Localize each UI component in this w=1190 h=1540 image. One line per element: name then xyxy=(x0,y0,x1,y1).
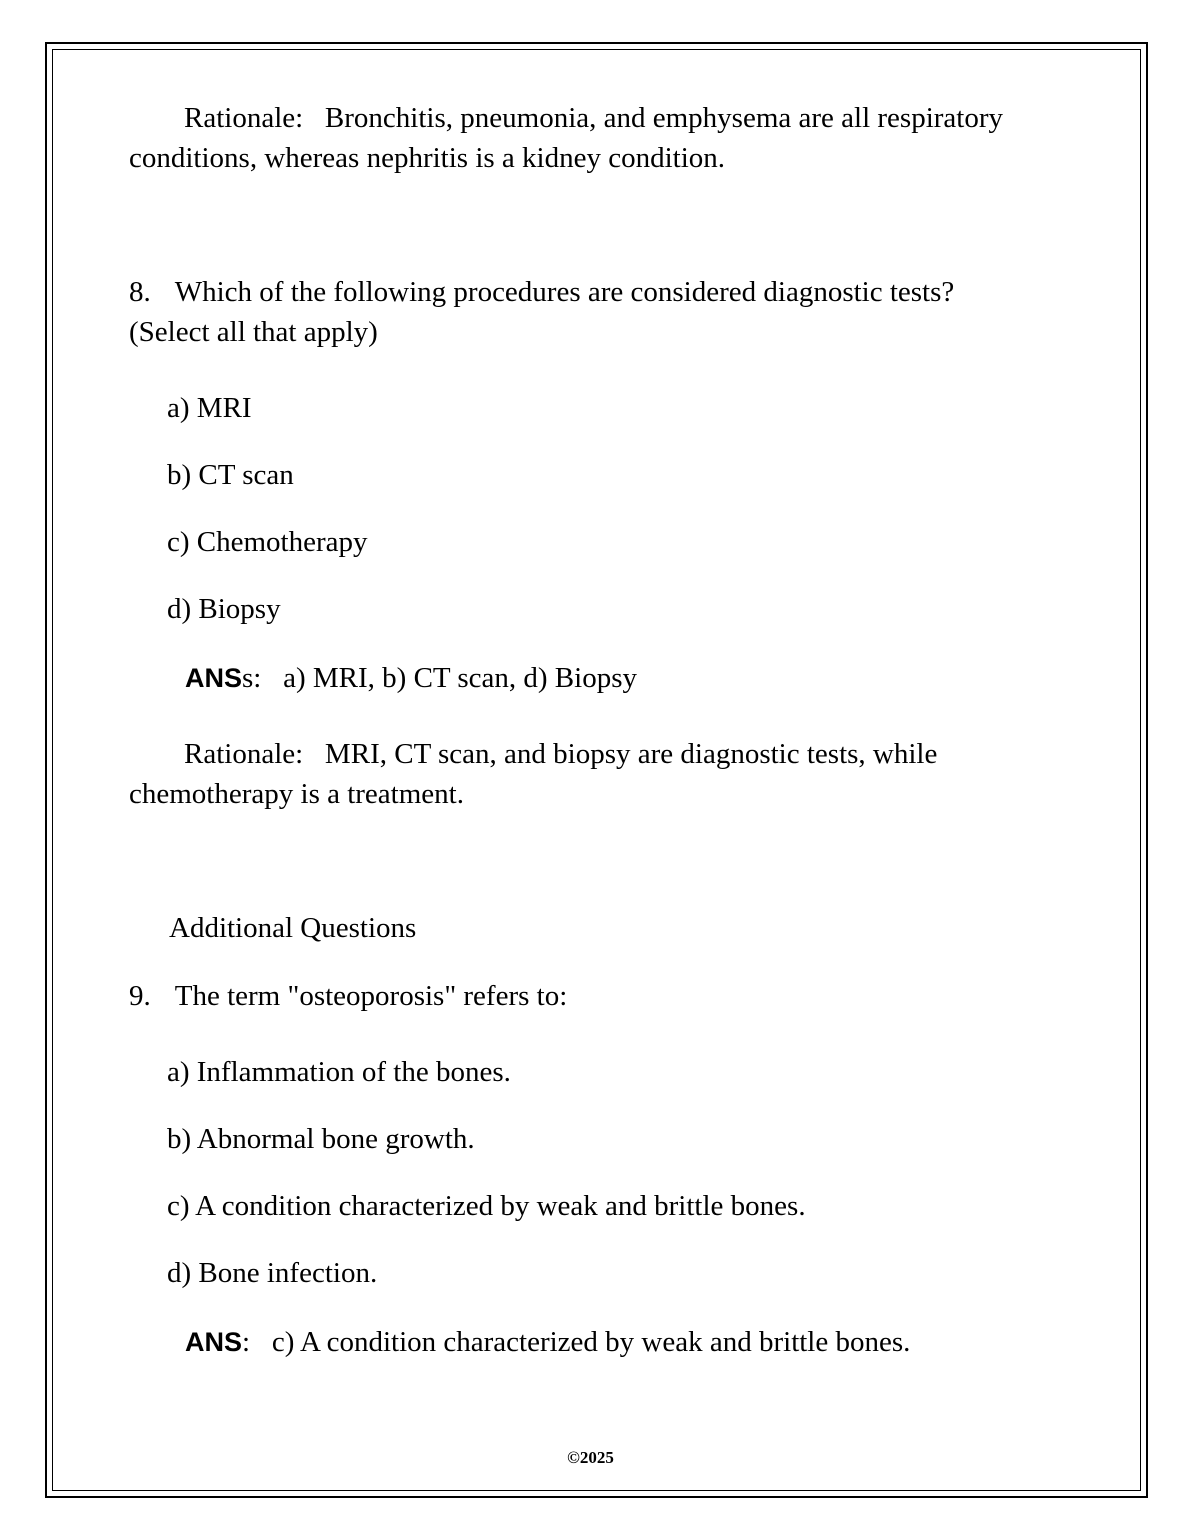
question-9 xyxy=(129,976,1052,1016)
question-9-option-d: d) Bone infection. xyxy=(167,1257,378,1290)
question-9-answer-text: : c) A condition characterized by weak and brittle bones. xyxy=(242,1326,911,1359)
copyright-footer: ©2025 xyxy=(567,1448,614,1467)
question-8-rationale: Rationale: MRI, CT scan, and biopsy are diagnostic tests, while chemotherapy is a treatment. xyxy=(129,738,945,811)
question-8-option-d: d) Biopsy xyxy=(167,593,281,626)
question-8-option-a: a) MRI xyxy=(167,392,252,425)
question-9-text: The term "osteoporosis" refers to: xyxy=(174,980,568,1013)
question-8-text: Which of the following procedures are considered diagnostic tests? (Select all that apply) xyxy=(129,276,977,349)
question-8 xyxy=(129,272,1052,352)
question-9-number: 9. xyxy=(129,980,151,1013)
section-heading-additional-questions: Additional Questions xyxy=(169,912,417,945)
question-8-answer-text: s: a) MRI, b) CT scan, d) Biopsy xyxy=(242,662,637,695)
answer-label: ANS xyxy=(185,663,243,694)
page-border-inner xyxy=(52,49,1141,1491)
question-8-answer xyxy=(129,658,1052,698)
question-9-option-c: c) A condition characterized by weak and brittle bones. xyxy=(167,1190,806,1223)
page-border-outer xyxy=(45,42,1148,1498)
question-8-option-c: c) Chemotherapy xyxy=(167,526,368,559)
question-9-option-b: b) Abnormal bone growth. xyxy=(167,1123,475,1156)
question-8-option-b: b) CT scan xyxy=(167,459,294,492)
rationale-previous-question: Rationale: Bronchitis, pneumonia, and emphysema are all respiratory conditions, whereas nephritis is a kidney condition. xyxy=(129,102,1011,175)
answer-label: ANS xyxy=(185,1327,243,1358)
question-8-number: 8. xyxy=(129,276,151,309)
question-9-option-a: a) Inflammation of the bones. xyxy=(167,1056,511,1089)
question-9-answer xyxy=(129,1322,1052,1362)
